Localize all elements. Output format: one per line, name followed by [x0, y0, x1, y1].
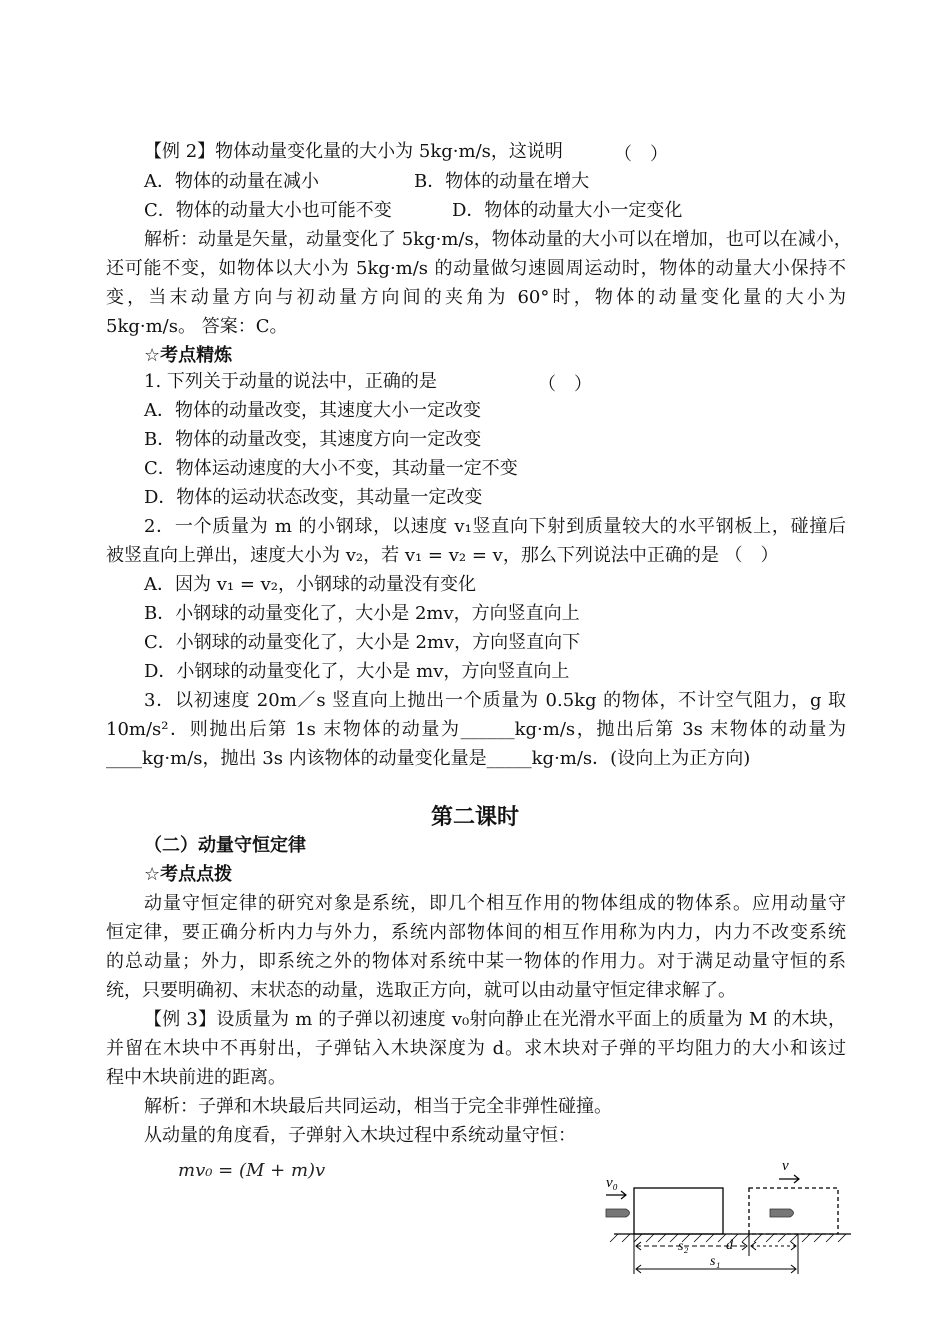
practice-q1-option-c: C．物体运动速度的大小不变，其动量一定不变: [144, 458, 518, 479]
practice-q2-line-2: 被竖直向上弹出，速度大小为 v₂，若 v₁ = v₂ = v，那么下列说法中正确的是 （ ）: [106, 545, 779, 566]
block-initial: [634, 1188, 723, 1234]
lesson2-subtitle: （二）动量守恒定律: [144, 835, 306, 856]
practice-q3-line-1: 3．以初速度 20m／s 竖直向上抛出一个质量为 0.5kg 的物体，不计空气阻力，g 取: [144, 690, 846, 711]
example2-analysis-line-4: 5kg·m/s。 答案：C。: [106, 316, 288, 337]
example2-analysis-line-2: 还可能不变，如物体以大小为 5kg·m/s 的动量做匀速圆周运动时，物体的动量大小保持不: [106, 258, 846, 279]
v0-label: v₀: [606, 1175, 618, 1191]
s1-label: s₁: [710, 1254, 721, 1269]
practice-q2-line-1: 2．一个质量为 m 的小钢球，以速度 v₁竖直向下射到质量较大的水平钢板上，碰撞后: [144, 516, 846, 537]
example3-line-3: 程中木块前进的距离。: [106, 1067, 286, 1088]
practice-q2-option-d: D．小钢球的动量变化了，大小是 mv，方向竖直向上: [144, 661, 570, 682]
practice-q3-line-3: ____kg·m/s，抛出 3s 内该物体的动量变化量是_____kg·m/s．(设向上为正方向): [106, 748, 751, 769]
practice-q3-line-2: 10m/s²．则抛出后第 1s 末物体的动量为______kg·m/s，抛出后第 3s 末物体的动量为: [106, 719, 846, 740]
example3-analysis-line-1: 解析：子弹和木块最后共同运动，相当于完全非弹性碰撞。: [144, 1096, 612, 1117]
lesson2-paragraph-line-1: 动量守恒定律的研究对象是系统，即几个相互作用的物体组成的物体系。应用动量守: [144, 893, 846, 914]
practice-q1-paren: （ ）: [538, 374, 592, 395]
example2-analysis-line-3: 变，当末动量方向与初动量方向间的夹角为 60°时，物体的动量变化量的大小为: [106, 287, 846, 308]
practice-q2-option-c: C．小钢球的动量变化了，大小是 2mv，方向竖直向下: [144, 632, 581, 653]
lesson2-paragraph-line-3: 的总动量；外力，即系统之外的物体对系统中某一物体的作用力。对于满足动量守恒的系: [106, 951, 846, 972]
s2-label: s₂: [678, 1239, 689, 1254]
example3-line-1: 【例 3】设质量为 m 的子弹以初速度 v₀射向静止在光滑水平面上的质量为 M 的木块，: [144, 1009, 846, 1030]
practice-q1-option-b: B．物体的动量改变，其速度方向一定改变: [144, 429, 482, 450]
block-final: [749, 1188, 838, 1234]
practice-q1-option-d: D．物体的运动状态改变，其动量一定改变: [144, 487, 483, 508]
practice-heading: ☆考点精炼: [144, 345, 233, 366]
lesson2-heading: ☆考点点拨: [144, 864, 233, 885]
example2-analysis-line-1: 解析：动量是矢量，动量变化了 5kg·m/s，物体动量的大小可以在增加，也可以在减小，: [144, 229, 852, 250]
lesson2-paragraph-line-4: 统，只要明确初、末状态的动量，选取正方向，就可以由动量守恒定律求解了。: [106, 980, 736, 1001]
practice-q2-option-b: B．小钢球的动量变化了，大小是 2mv，方向竖直向上: [144, 603, 580, 624]
practice-q1-option-a: A．物体的动量改变，其速度大小一定改变: [144, 400, 481, 421]
practice-q2-option-a: A．因为 v₁ = v₂，小钢球的动量没有变化: [144, 574, 477, 595]
bullet-initial: [606, 1209, 630, 1217]
d-label: d: [726, 1238, 733, 1253]
example2-option-b: B．物体的动量在增大: [414, 171, 590, 192]
example2-option-d: D．物体的动量大小一定变化: [452, 200, 683, 221]
bullet-final: [770, 1209, 794, 1217]
example3-analysis-line-2: 从动量的角度看，子弹射入木块过程中系统动量守恒：: [144, 1125, 576, 1146]
lesson2-paragraph-line-2: 恒定律，要正确分析内力与外力，系统内部物体间的相互作用称为内力，内力不改变系统: [106, 922, 846, 943]
example2-option-c: C．物体的动量大小也可能不变: [144, 200, 392, 221]
practice-q1: 1. 下列关于动量的说法中，正确的是: [144, 371, 437, 392]
example2-answer-paren: （ ）: [614, 144, 668, 165]
momentum-conservation-formula: mv₀ = (M + m)v: [178, 1160, 326, 1181]
example2-question: 【例 2】物体动量变化量的大小为 5kg·m/s，这说明: [144, 141, 563, 162]
example2-option-a: A．物体的动量在减小: [144, 171, 319, 192]
example3-line-2: 并留在木块中不再射出，子弹钻入木块深度为 d。求木块对子弹的平均阻力的大小和该过: [106, 1038, 846, 1059]
bullet-block-figure: [596, 1152, 856, 1282]
v-label: v: [782, 1158, 789, 1174]
lesson2-title: 第二课时: [430, 805, 519, 830]
